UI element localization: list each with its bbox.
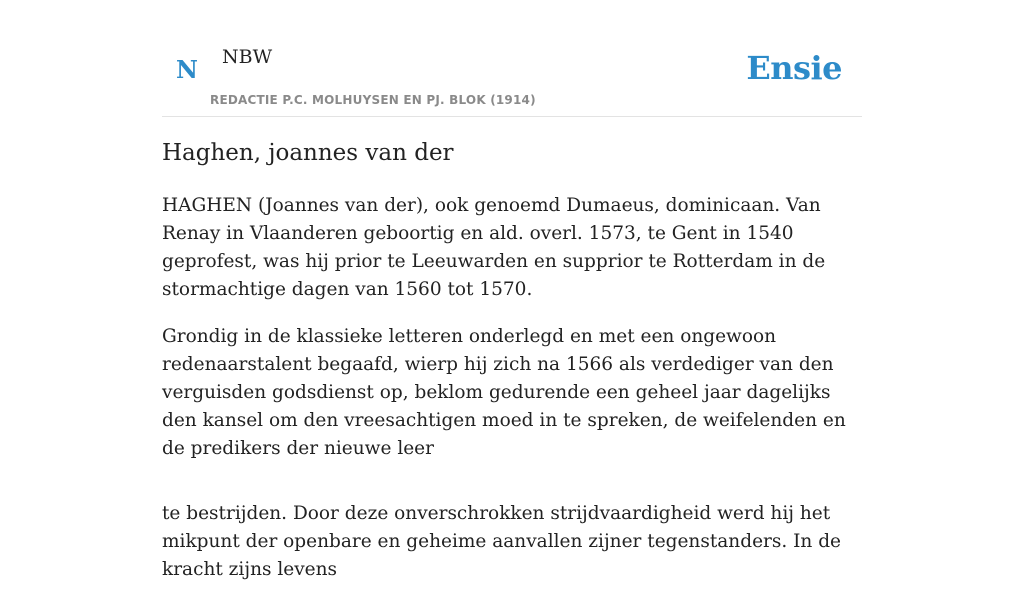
article-paragraph: te bestrijden. Door deze onverschrokken strijdvaardigheid werd hij het mikpunt der openbare en geheime aanvallen zijner tegenstanders. In de kracht zijns levens [162, 503, 842, 580]
source-editors: REDACTIE P.C. MOLHUYSEN EN PJ. BLOK (1914) [210, 93, 536, 107]
page [162, 0, 862, 580]
ensie-logo[interactable]: Ensie [746, 49, 842, 87]
article-body [162, 192, 862, 603]
article-paragraph: HAGHEN (Joannes van der), ook genoemd Dumaeus, dominicaan. Van Renay in Vlaanderen geboortig en ald. overl. 1573, te Gent in 1540 geprofest, was hij prior te Leeuwarden en supprior te Rotterdam in de stormachtige dagen van 1560 tot 1570. [162, 195, 826, 300]
header [162, 0, 862, 117]
article-paragraph: Grondig in de klassieke letteren onderlegd en met een ongewoon redenaarstalent begaafd, wierp hij zich na 1566 als verdediger van den verguisden godsdienst op, beklom gedurende een geheel jaar dagelijks den kansel om den vreesachtigen moed in te spreken, de weifelenden en de predikers der nieuwe leer [162, 326, 846, 459]
source-title[interactable]: NBW [222, 46, 273, 68]
article-title: Haghen, joannes van der [162, 140, 454, 166]
source-logo-icon[interactable]: N [176, 55, 198, 84]
